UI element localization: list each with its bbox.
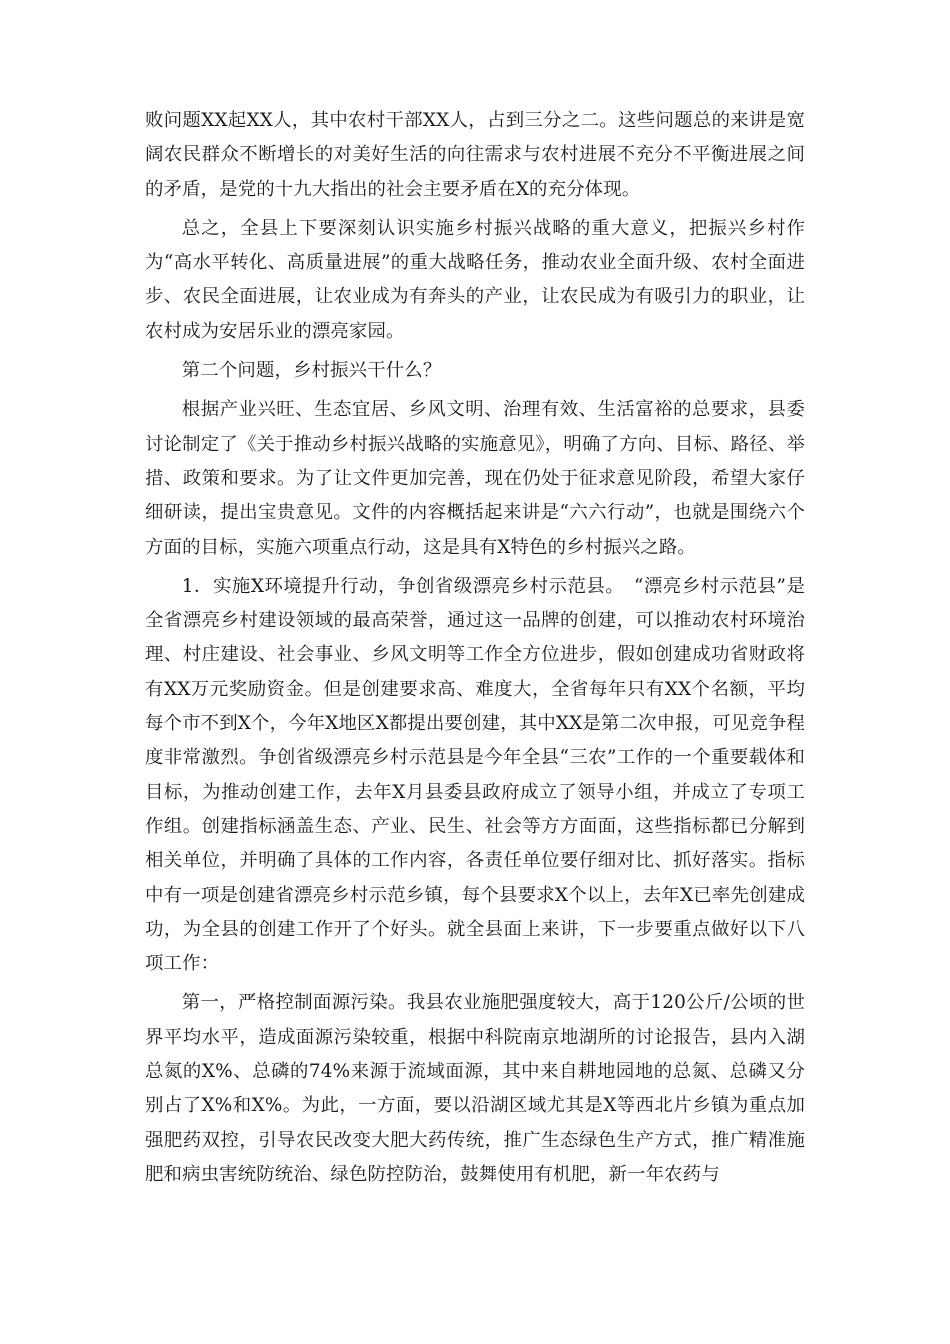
paragraph-1: 败问题XX起XX人，其中农村干部XX人，占到三分之二。这些问题总的来讲是宽阔农民群众不断增长的对美好生活的向往需求与农村进展不充分不平衡进展之间的矛盾，是党的十九大指出的社会主要矛盾在X的充分体现。 <box>145 110 805 200</box>
paragraph-4: 根据产业兴旺、生态宜居、乡风文明、治理有效、生活富裕的总要求，县委讨论制定了《关于推动乡村振兴战略的实施意见》，明确了方向、目标、路径、举措、政策和要求。为了让文件更加完善，现在仍处于征求意见阶段，希望大家仔细研读，提出宝贵意见。文件的内容概括起来讲是“六六行动”，也就是围绕六个方面的目标，实施六项重点行动，这是具有X特色的乡村振兴之路。 <box>145 399 805 558</box>
paragraph-5: 1．实施X环境提升行动，争创省级漂亮乡村示范县。 “漂亮乡村示范县”是全省漂亮乡村建设领域的最高荣誉，通过这一品牌的创建，可以推动农村环境治理、村庄建设、社会事业、乡风文明等工作全方位进步，假如创建成功省财政将有XX万元奖励资金。但是创建要求高、难度大，全省每年只有XX个名额，平均每个市不到X个，今年X地区X都提出要创建，其中XX是第二次申报，可见竞争程度非常激烈。争创省级漂亮乡村示范县是今年全县“三农”工作的一个重要载体和目标，为推动创建工作，去年X月县委县政府成立了领导小组，并成立了专项工作组。创建指标涵盖生态、产业、民生、社会等方方面面，这些指标都已分解到相关单位，并明确了具体的工作内容，各责任单位要仔细对比、抓好落实。指标中有一项是创建省漂亮乡村示范乡镇，每个县要求X个以上，去年X已率先创建成功，为全县的创建工作开了个好头。就全县面上来讲，下一步要重点做好以下八项工作： <box>145 575 805 975</box>
paragraph-6: 第一，严格控制面源污染。我县农业施肥强度较大，高于120公斤/公顷的世界平均水平，造成面源污染较重，根据中科院南京地湖所的讨论报告，县内入湖总氮的X%、总磷的74%来源于流域面源，其中来自耕地园地的总氮、总磷又分别占了X%和X%。为此，一方面，要以沿湖区域尤其是X等西北片乡镇为重点加强肥药双控，引导农民改变大肥大药传统，推广生态绿色生产方式，推广精准施肥和病虫害统防统治、绿色防控防治，鼓舞使用有机肥，新一年农药与 <box>145 992 805 1185</box>
paragraph-2: 总之，全县上下要深刻认识实施乡村振兴战略的重大意义，把振兴乡村作为“高水平转化、高质量进展”的重大战略任务，推动农业全面升级、农村全面进步、农民全面进展，让农业成为有奔头的产业，让农民成为有吸引力的职业，让农村成为安居乐业的漂亮家园。 <box>145 217 805 342</box>
document-body <box>145 104 805 1192</box>
paragraph-3-section-heading: 第二个问题，乡村振兴干什么？ <box>181 360 442 382</box>
